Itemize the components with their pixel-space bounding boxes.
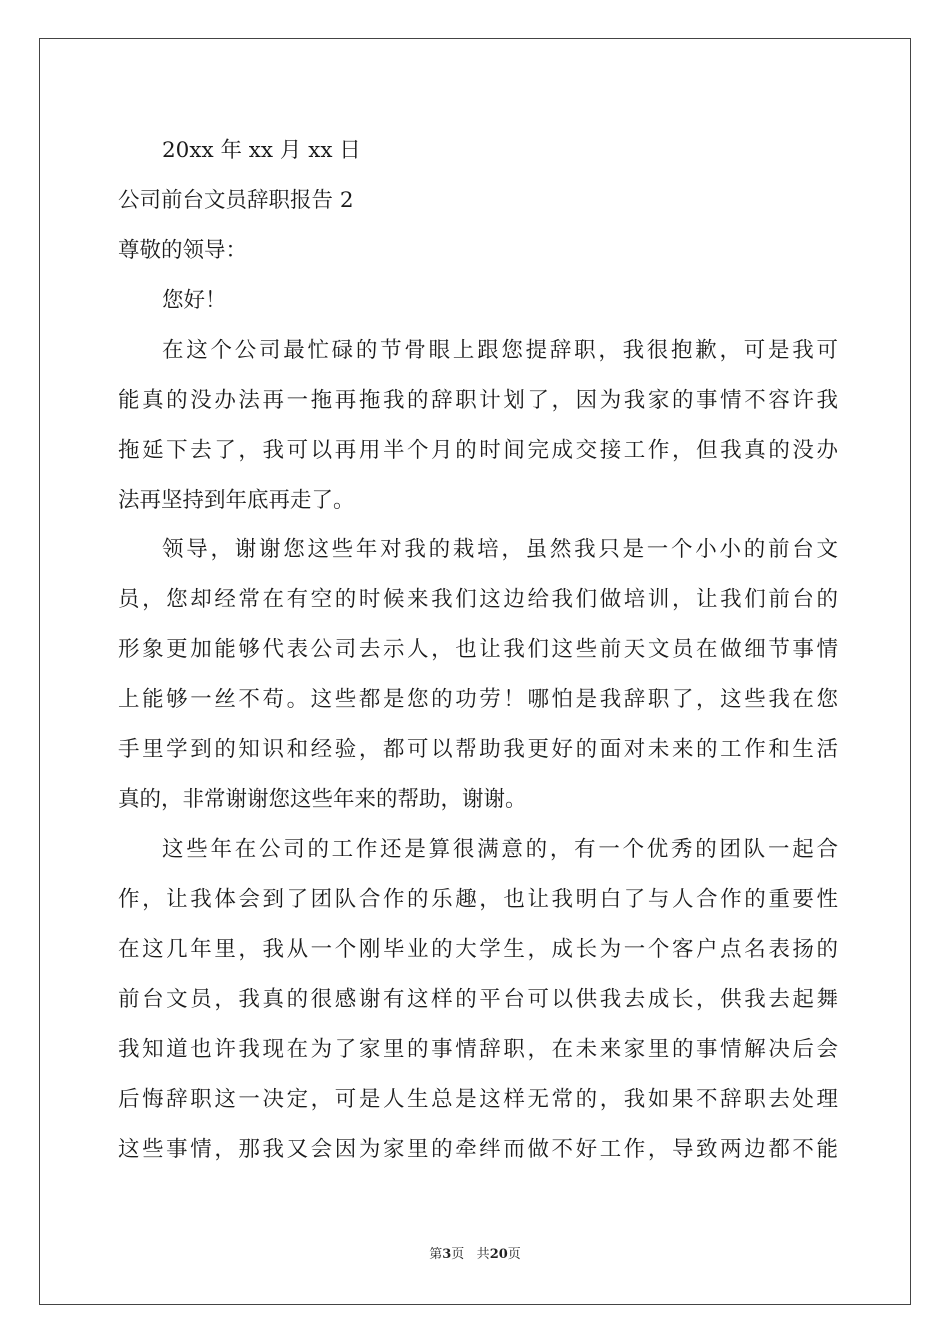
body-line: 手里学到的知识和经验，都可以帮助我更好的面对未来的工作和生活 bbox=[118, 737, 838, 762]
document-title: 公司前台文员辞职报告 2 bbox=[118, 188, 354, 213]
body-line: 这些事情，那我又会因为家里的牵绊而做不好工作，导致两边都不能 bbox=[118, 1137, 838, 1162]
body-line: 前台文员，我真的很感谢有这样的平台可以供我去成长，供我去起舞 bbox=[118, 987, 838, 1012]
total-suffix: 页 bbox=[507, 1247, 521, 1262]
total-prefix: 共 bbox=[476, 1247, 490, 1262]
document-date: 20xx 年 xx 月 xx 日 bbox=[162, 138, 361, 163]
body-line: 真的，非常谢谢您这些年来的帮助，谢谢。 bbox=[118, 787, 527, 812]
current-page-number: 3 bbox=[442, 1247, 452, 1262]
total-page-number: 20 bbox=[489, 1247, 508, 1262]
salutation: 尊敬的领导： bbox=[118, 238, 248, 263]
body-line: 作，让我体会到了团队合作的乐趣，也让我明白了与人合作的重要性 bbox=[118, 887, 838, 912]
body-line: 能真的没办法再一拖再拖我的辞职计划了，因为我家的事情不容许我 bbox=[118, 388, 838, 413]
body-line: 形象更加能够代表公司去示人，也让我们这些前天文员在做细节事情 bbox=[118, 637, 838, 662]
body-line: 员，您却经常在有空的时候来我们这边给我们做培训，让我们前台的 bbox=[118, 587, 838, 612]
body-line: 这些年在公司的工作还是算很满意的，有一个优秀的团队一起合 bbox=[162, 837, 838, 862]
page-prefix: 第 bbox=[429, 1247, 443, 1262]
body-line: 领导，谢谢您这些年对我的栽培，虽然我只是一个小小的前台文 bbox=[162, 537, 838, 562]
greeting: 您好！ bbox=[162, 288, 227, 313]
body-line: 上能够一丝不苟。这些都是您的功劳！哪怕是我辞职了，这些我在您 bbox=[118, 687, 838, 712]
body-line: 法再坚持到年底再走了。 bbox=[118, 488, 355, 513]
page-suffix: 页 bbox=[451, 1247, 465, 1262]
page-footer bbox=[0, 1246, 950, 1264]
body-line: 拖延下去了，我可以再用半个月的时间完成交接工作，但我真的没办 bbox=[118, 438, 838, 463]
body-line: 在这个公司最忙碌的节骨眼上跟您提辞职，我很抱歉，可是我可 bbox=[162, 338, 838, 363]
body-line: 我知道也许我现在为了家里的事情辞职，在未来家里的事情解决后会 bbox=[118, 1037, 838, 1062]
body-line: 后悔辞职这一决定，可是人生总是这样无常的，我如果不辞职去处理 bbox=[118, 1087, 838, 1112]
body-line: 在这几年里，我从一个刚毕业的大学生，成长为一个客户点名表扬的 bbox=[118, 937, 838, 962]
